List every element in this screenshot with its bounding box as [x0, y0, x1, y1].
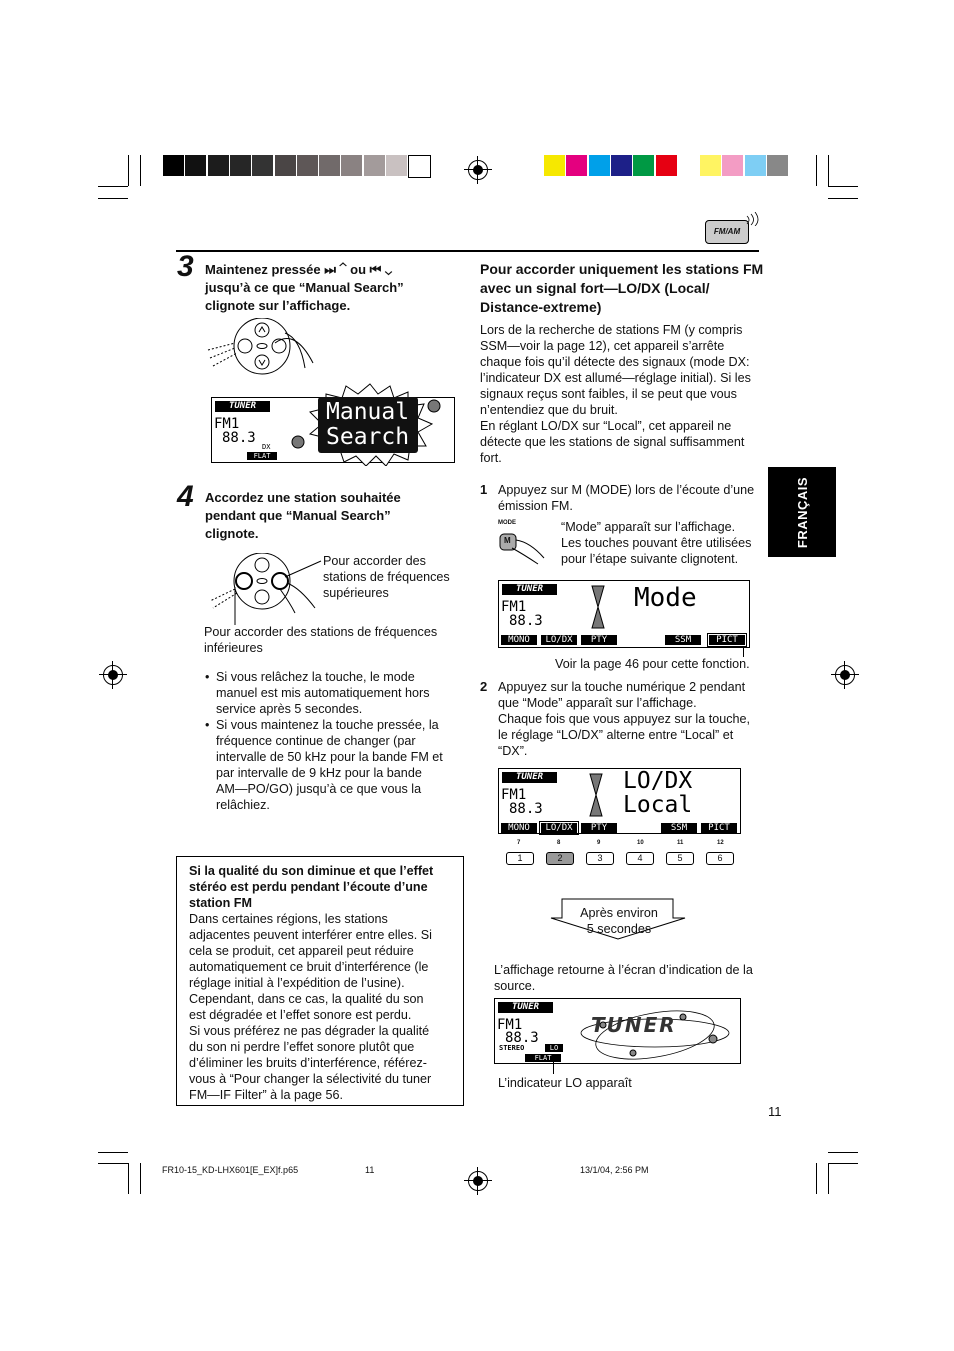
callout-line: supérieures [323, 586, 389, 600]
heading-line: Pour accorder uniquement les stations FM [480, 261, 764, 277]
note-line: Dans certaines régions, les stations [189, 912, 388, 926]
display-dx-indicator: DX [262, 443, 271, 451]
color-swatch [678, 155, 699, 176]
list-item [204, 717, 454, 813]
color-swatch [745, 155, 766, 176]
gray-swatch [341, 155, 362, 176]
display-band: FM1 [501, 787, 527, 803]
gray-swatch [230, 155, 251, 176]
registration-mark-icon [468, 1171, 488, 1191]
crop-mark [816, 155, 817, 186]
display-band: FM1 [497, 1017, 523, 1033]
m-key: M [504, 536, 511, 545]
arrow-label-line: 5 secondes [586, 922, 652, 936]
gray-swatch [163, 155, 184, 176]
crop-mark [828, 1163, 858, 1164]
display-key-pty: PTY [581, 635, 617, 645]
fm-am-source-badge: FM/AM [705, 220, 749, 244]
intro-line: n’entendiez que du bruit. [480, 403, 618, 417]
note-title-line: stéréo est perdu pendant l’écoute d’une [189, 880, 428, 894]
footer-page: 11 [365, 1165, 375, 1175]
number-key-6: 6 [706, 852, 734, 865]
key-secondary-number: 11 [677, 840, 684, 846]
heading-line: Distance-extreme) [480, 299, 602, 315]
step3-line: clignote sur l’affichage. [205, 298, 351, 313]
substep1-text [498, 482, 754, 514]
substep1-note [561, 519, 751, 567]
arrow-label [560, 905, 678, 937]
display-flat-indicator: FLAT [247, 452, 277, 460]
display-lodx [498, 768, 741, 834]
number-key-4: 4 [626, 852, 654, 865]
bullet-line: relâchiez. [216, 798, 270, 812]
display-frequency: 88.3 [509, 801, 543, 817]
substep-line: Chaque fois que vous appuyez sur la touche, [498, 712, 751, 726]
note-title [189, 863, 457, 911]
registration-mark-icon [103, 665, 123, 685]
tuner-logo-text: TUNER [591, 1013, 677, 1037]
note-box [176, 856, 464, 1106]
color-swatch [633, 155, 654, 176]
gray-swatch [297, 155, 318, 176]
bullet-line: AM—PO/GO) jusqu’à ce que vous la [216, 782, 422, 796]
bullet-icon: • [205, 718, 210, 732]
language-tab [768, 467, 836, 557]
crop-mark [128, 1163, 129, 1194]
substep-line: “DX”. [498, 744, 528, 758]
substep-line: émission FM. [498, 499, 573, 513]
note-line: est dégradée et l’effet sonore est perdu. [189, 1008, 412, 1022]
step3-line: Maintenez pressée ⏭ ⌃ ou ⏮ ⌄ [205, 262, 392, 277]
key-secondary-number: 12 [717, 840, 724, 846]
note-line: FM—IF Filter” à la page 56. [189, 1088, 343, 1102]
display-tuner-label: TUNER [215, 401, 270, 412]
note-line: d’éliminer les bruits d’interférence, référez- [189, 1056, 427, 1070]
manual-search-text [326, 400, 409, 450]
key-secondary-number: 8 [557, 840, 561, 846]
gray-swatch [208, 155, 229, 176]
callout-line: inférieures [204, 641, 263, 655]
display-mode [498, 580, 750, 648]
note-line: Si vous préférez ne pas dégrader la qualité [189, 1024, 430, 1038]
crop-mark [828, 1152, 858, 1153]
color-swatch [700, 155, 721, 176]
display-frequency: 88.3 [509, 613, 543, 629]
bullet-line: manuel est mis automatiquement hors [216, 686, 430, 700]
substep2-text [498, 679, 750, 759]
intro-paragraph [480, 322, 751, 466]
header-rule [176, 250, 759, 252]
substep-number: 1 [480, 482, 488, 497]
display-key-lodx: LO/DX [541, 823, 577, 833]
footer-date: 13/1/04, 2:56 PM [580, 1165, 649, 1175]
leader-line [553, 1060, 554, 1074]
language-tab-label: FRANÇAIS [795, 476, 811, 549]
gray-swatch [319, 155, 340, 176]
intro-line: signaux reçus sont faibles, il se peut que vous [480, 387, 737, 401]
step4-line: clignote. [205, 526, 259, 541]
display-key-ssm: SSM [665, 635, 701, 645]
registration-mark-icon [835, 665, 855, 685]
step4-instruction [205, 489, 401, 543]
crop-mark [828, 186, 858, 187]
step-number: 3 [177, 250, 194, 283]
signal-waves-icon [745, 212, 761, 226]
bullet-icon: • [205, 670, 210, 684]
key-secondary-number: 10 [637, 840, 644, 846]
note-body [189, 911, 457, 1103]
control-pad-press-illustration [205, 318, 320, 380]
gray-swatch [185, 155, 206, 176]
crop-mark [128, 155, 129, 186]
crop-mark [140, 1163, 141, 1194]
gray-swatch [364, 155, 385, 176]
crop-mark [98, 1163, 128, 1164]
note-line: adjacentes peuvent interférer entre elles. Si [189, 928, 432, 942]
color-swatch [767, 155, 788, 176]
crop-mark [828, 198, 858, 199]
display-band: FM1 [501, 599, 527, 615]
crop-mark [98, 198, 128, 199]
note-line: pour l’étape suivante clignotent. [561, 552, 739, 566]
bullet-line: intervalle de 50 kHz pour la bande FM et [216, 750, 443, 764]
crop-mark [98, 1152, 128, 1153]
display-tuner-label: TUNER [502, 584, 557, 595]
return-line: L’affichage retourne à l’écran d’indication de la [494, 963, 753, 977]
intro-line: En réglant LO/DX sur “Local”, cet appareil ne [480, 419, 732, 433]
bullet-line: service après 5 secondes. [216, 702, 363, 716]
step-number: 4 [177, 480, 194, 513]
color-swatch [611, 155, 632, 176]
note-line: Cependant, dans ce cas, la qualité du son [189, 992, 424, 1006]
note-line: réglage initial à l’expédition de l’usine). [189, 976, 405, 990]
display-key-pty: PTY [581, 823, 617, 833]
big-text-line: Search [326, 424, 410, 450]
intro-line: SSM—voir la page 12), cet appareil s’arrête [480, 339, 725, 353]
number-key-1: 1 [506, 852, 534, 865]
note-line: Les touches pouvant être utilisées [561, 536, 752, 550]
note-line: cela se produit, cet appareil peut réduire [189, 944, 414, 958]
heading-line: avec un signal fort—LO/DX (Local/ [480, 280, 710, 296]
registration-mark-icon [468, 160, 488, 180]
color-swatch [589, 155, 610, 176]
display-key-mono: MONO [501, 823, 537, 833]
list-item [204, 669, 454, 717]
substep-number: 2 [480, 679, 488, 694]
display-big-text: Mode [634, 583, 697, 613]
intro-line: chaque fois qu’il détecte des signaux (mode DX: [480, 355, 750, 369]
step4-line: Accordez une station souhaitée [205, 490, 401, 505]
crop-mark [828, 155, 829, 186]
display-tuner-label: TUNER [502, 772, 557, 783]
gray-swatch [252, 155, 273, 176]
crop-mark [816, 1163, 817, 1194]
note-line: du son ni perdre l’effet sonore plutôt que [189, 1040, 415, 1054]
mode-key-press-illustration [498, 528, 548, 568]
gray-swatch [275, 155, 296, 176]
substep-line: le réglage “LO/DX” alterne entre “Local” et [498, 728, 734, 742]
display-key-ssm: SSM [661, 823, 697, 833]
callout-line: Pour accorder des [323, 554, 426, 568]
display-flat-indicator: FLAT [525, 1054, 561, 1062]
crop-mark [98, 186, 128, 187]
section-heading [480, 260, 763, 317]
step4-line: pendant que “Manual Search” [205, 508, 391, 523]
return-line: source. [494, 979, 536, 993]
note-title-line: Si la qualité du son diminue et que l’effet [189, 864, 434, 878]
intro-line: Lors de la recherche de stations FM (y compris [480, 323, 743, 337]
bullet-list [204, 669, 454, 813]
crop-mark [140, 155, 141, 186]
see-page-note: Voir la page 46 pour cette fonction. [555, 657, 750, 671]
big-text-line: Local [623, 792, 693, 818]
callout-upper-frequency [323, 553, 450, 601]
control-pad-tune-illustration [205, 553, 323, 625]
intro-line: détecte que les stations de signal suffisamment [480, 435, 745, 449]
note-line: automatiquement ce bruit d’interférence (le [189, 960, 429, 974]
key-secondary-number: 7 [517, 840, 521, 846]
number-key-2: 2 [546, 852, 574, 865]
intro-line: l’indicateur DX est allumé—réglage initial). Si les [480, 371, 751, 385]
big-text-line: LO/DX [623, 768, 693, 794]
note-line: vous à “Pour changer la sélectivité du tuner [189, 1072, 432, 1086]
display-band: FM1 [214, 416, 240, 432]
substep-line: Appuyez sur la touche numérique 2 pendant [498, 680, 746, 694]
page-number: 11 [768, 1104, 782, 1119]
hourglass-icon [591, 585, 605, 629]
bullet-line: Si vous maintenez la touche pressée, la [216, 718, 439, 732]
note-title-line: station FM [189, 896, 252, 910]
callout-line: stations de fréquences [323, 570, 450, 584]
callout-line: Pour accorder des stations de fréquences [204, 625, 438, 639]
intro-line: fort. [480, 451, 502, 465]
hourglass-icon [589, 773, 603, 817]
color-swatch [656, 155, 677, 176]
display-key-pict: PICT [701, 823, 737, 833]
display-frequency: 88.3 [222, 430, 256, 446]
display-key-lodx: LO/DX [541, 635, 577, 645]
return-text [494, 962, 753, 994]
bullet-line: fréquence continue de changer (par [216, 734, 416, 748]
color-swatch [722, 155, 743, 176]
display-source [494, 998, 741, 1064]
arrow-label-line: Après environ [580, 906, 658, 920]
bullet-line: par intervalle de 9 kHz pour la bande [216, 766, 422, 780]
mode-key-label: MODE [498, 520, 516, 526]
gray-swatch [408, 155, 431, 178]
substep-line: que “Mode” apparaît sur l’affichage. [498, 696, 697, 710]
number-key-5: 5 [666, 852, 694, 865]
lo-caption: L’indicateur LO apparaît [498, 1076, 632, 1090]
bullet-line: Si vous relâchez la touche, le mode [216, 670, 415, 684]
display-key-mono: MONO [501, 635, 537, 645]
number-key-3: 3 [586, 852, 614, 865]
color-swatch [544, 155, 565, 176]
display-frequency: 88.3 [505, 1030, 539, 1046]
key-secondary-number: 9 [597, 840, 601, 846]
note-line: “Mode” apparaît sur l’affichage. [561, 520, 736, 534]
display-big-text [623, 769, 692, 817]
substep-line: Appuyez sur M (MODE) lors de l’écoute d’une [498, 483, 755, 497]
big-text-line: Manual [326, 399, 410, 425]
color-swatch [566, 155, 587, 176]
crop-mark [828, 1163, 829, 1194]
display-stereo-indicator: STEREO [499, 1044, 525, 1052]
step3-line: jusqu’à ce que “Manual Search” [205, 280, 404, 295]
display-tuner-label: TUNER [498, 1002, 553, 1013]
display-lo-indicator: LO [545, 1044, 563, 1052]
footer-filename: FR10-15_KD-LHX601[E_EX]f.p65 [162, 1165, 299, 1175]
gray-swatch [386, 155, 407, 176]
display-key-pict: PICT [709, 635, 745, 645]
callout-lower-frequency [204, 624, 437, 656]
step3-instruction [205, 261, 404, 315]
